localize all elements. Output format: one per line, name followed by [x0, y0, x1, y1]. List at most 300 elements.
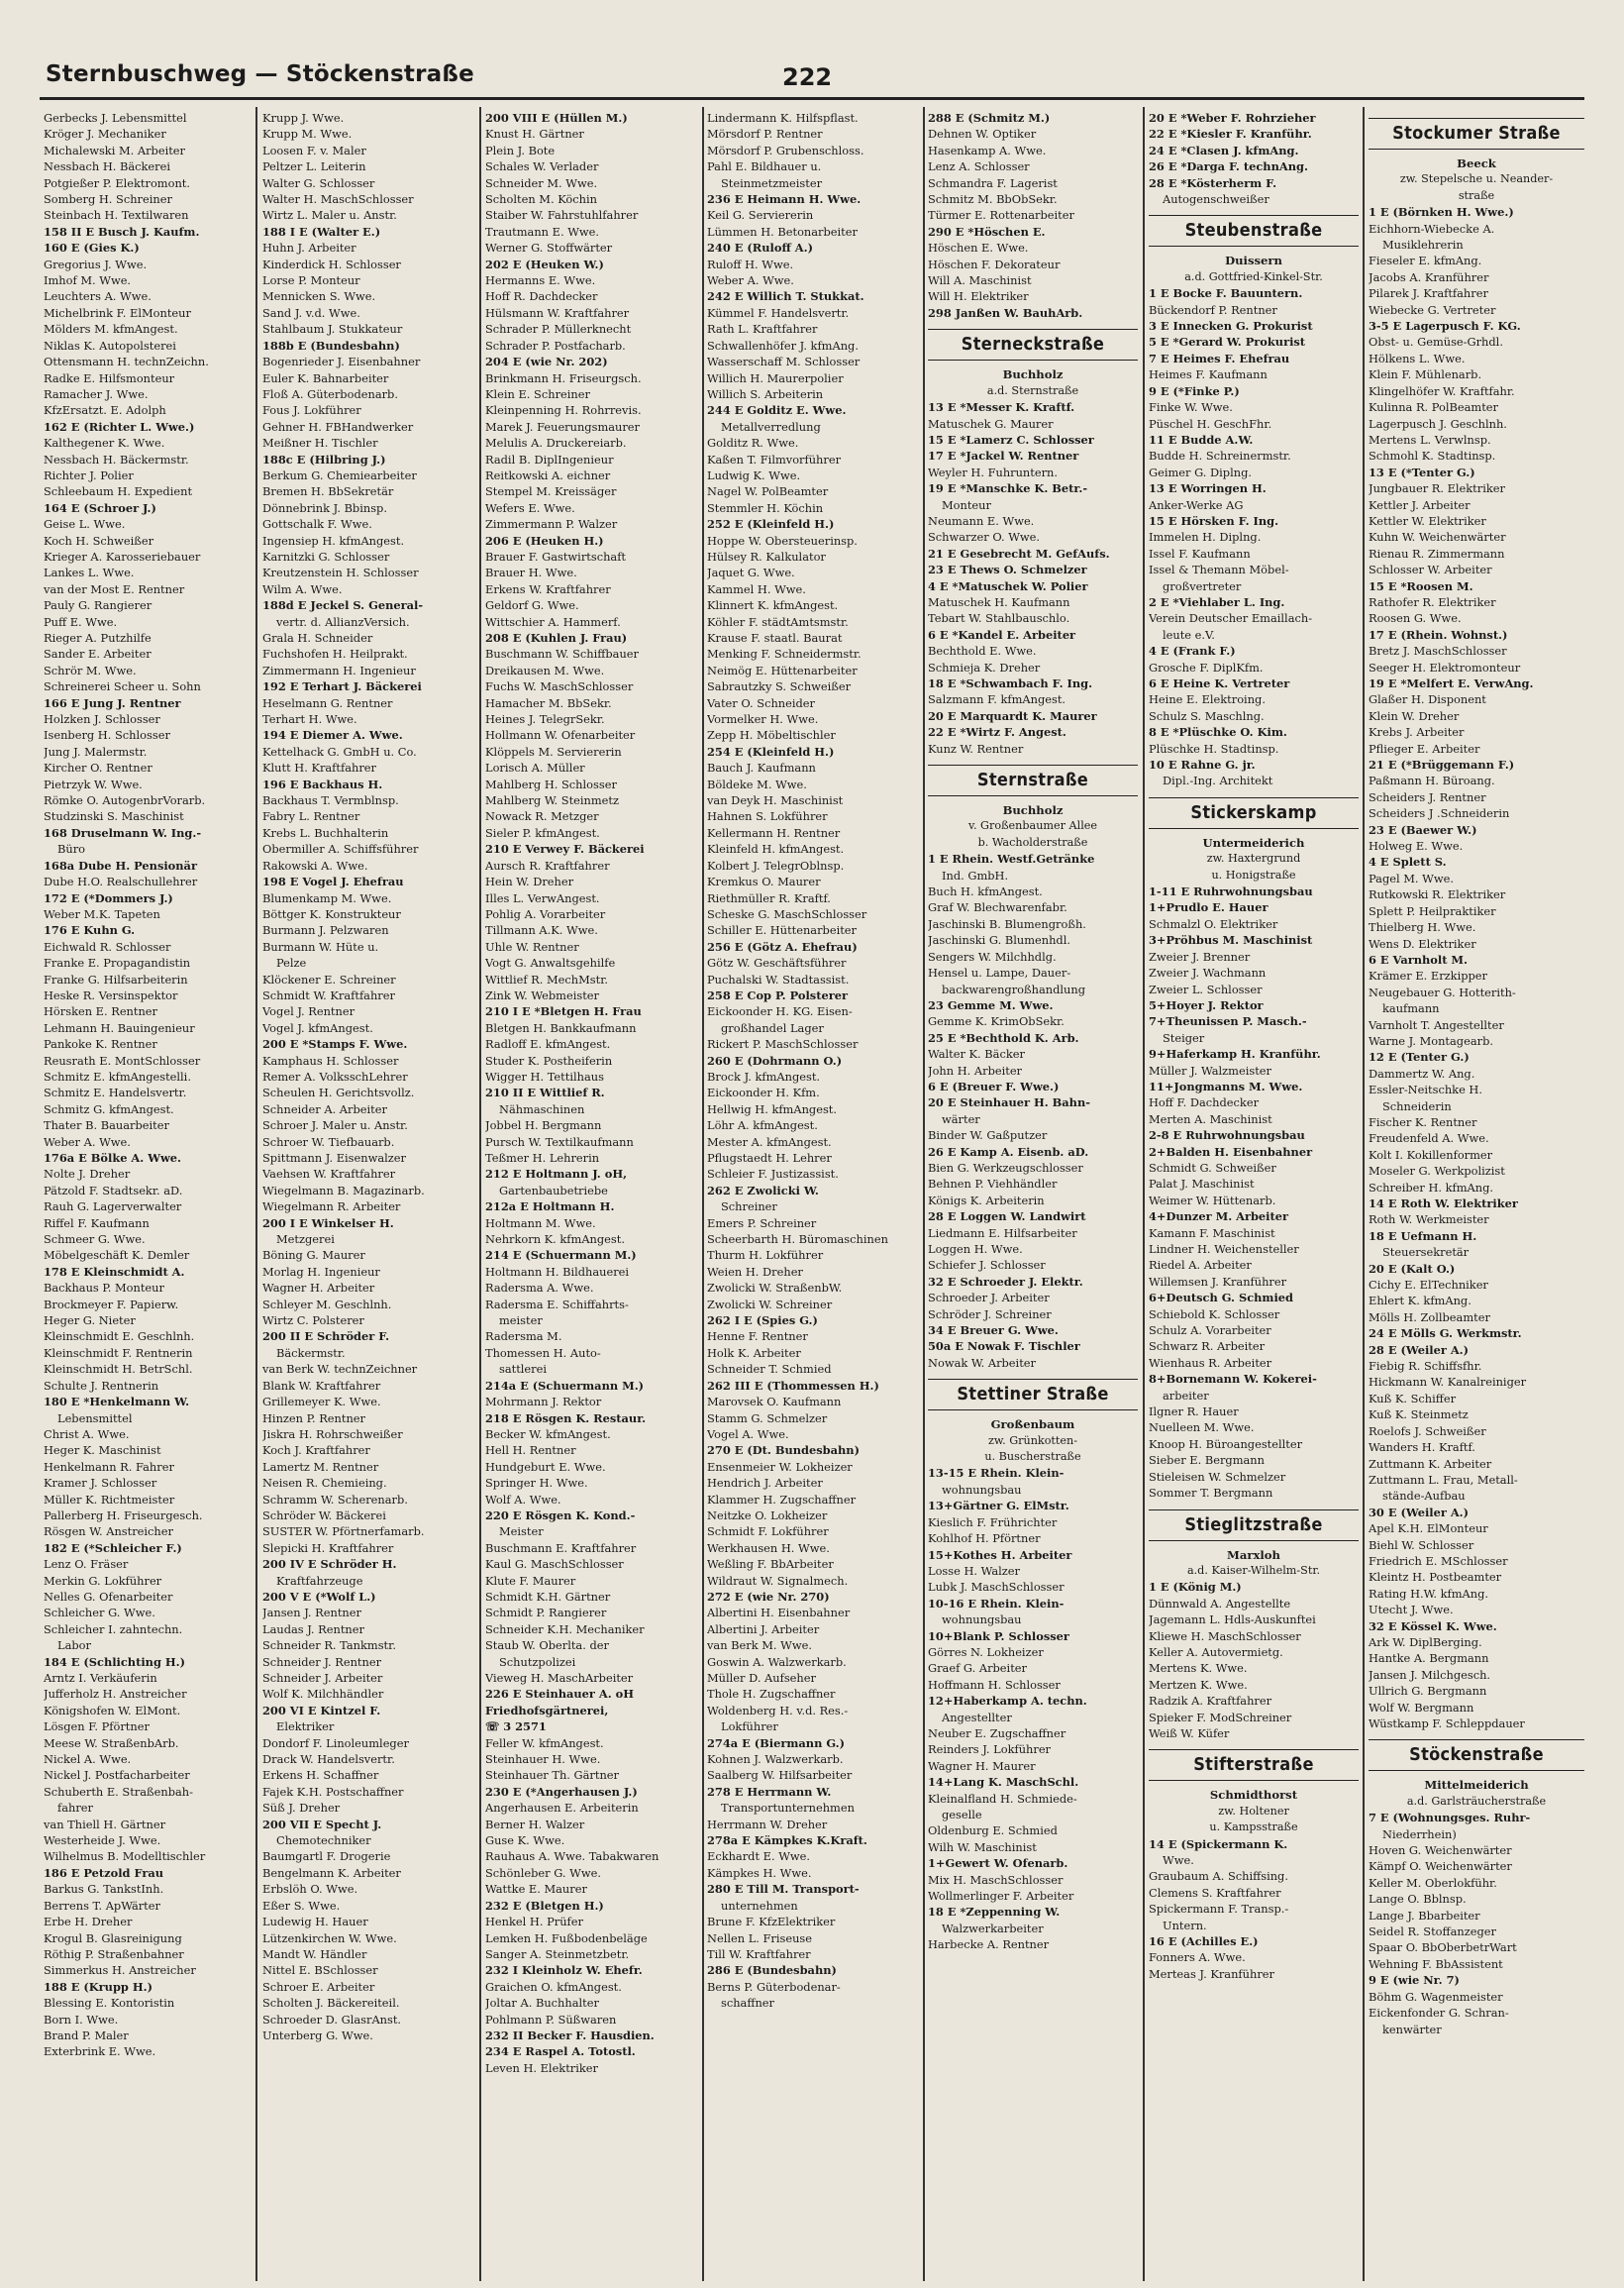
resident-entry: Potgießer P. Elektromont.: [44, 175, 190, 190]
resident-entry: Richter J. Polier: [44, 468, 134, 482]
house-entry: 22 E *Wirtz F. Angest.: [928, 725, 1066, 740]
resident-entry: Jacobs A. Kranführer: [1369, 269, 1489, 284]
resident-entry: Klöckener E. Schreiner: [262, 972, 396, 987]
house-entry: 9 E (*Finke P.): [1149, 383, 1240, 398]
resident-entry: Willemsen J. Kranführer: [1149, 1274, 1287, 1289]
resident-entry: kenwärter: [1382, 2022, 1442, 2036]
resident-entry: wärter: [942, 1111, 980, 1126]
resident-entry: Radzik A. Kraftfahrer: [1149, 1694, 1272, 1709]
resident-entry: Keller A. Autovermietg.: [1149, 1644, 1283, 1659]
resident-entry: Krebs J. Arbeiter: [1369, 725, 1465, 740]
resident-entry: Salzmann F. kfmAngest.: [928, 692, 1066, 707]
resident-entry: Hamacher M. BbSekr.: [485, 695, 612, 710]
resident-entry: Anker-Werke AG: [1149, 497, 1244, 512]
house-entry: 5 E *Gerard W. Prokurist: [1149, 335, 1306, 350]
resident-entry: Jiskra H. Rohrschweißer: [262, 1426, 403, 1441]
house-entry: 2+Balden H. Eisenbahner: [1149, 1144, 1313, 1159]
resident-entry: Glaßer H. Disponent: [1369, 692, 1486, 707]
resident-entry: Sieler P. kfmAngest.: [485, 825, 600, 840]
resident-entry: Blessing E. Kontoristin: [44, 1996, 175, 2011]
resident-entry: Uhle W. Rentner: [485, 939, 579, 954]
house-entry: 23 Gemme M. Wwe.: [928, 997, 1054, 1012]
house-entry: 214 E (Schuermann M.): [485, 1248, 637, 1263]
resident-entry: Weber M.K. Tapeten: [44, 906, 160, 921]
resident-entry: Brockmeyer F. Papierw.: [44, 1297, 179, 1311]
house-entry: 16 E (Achilles E.): [1149, 1934, 1259, 1949]
resident-entry: Kolbert J. TelegrOblnsp.: [707, 858, 845, 873]
resident-entry: Mennicken S. Wwe.: [262, 289, 376, 304]
resident-entry: Steinhauer Th. Gärtner: [485, 1768, 619, 1783]
resident-entry: Chemotechniker: [276, 1833, 371, 1848]
resident-entry: Radersma A. Wwe.: [485, 1281, 594, 1296]
resident-entry: Steiger: [1163, 1030, 1205, 1045]
resident-entry: Roosen G. Wwe.: [1369, 611, 1462, 626]
resident-entry: Weimer W. Hüttenarb.: [1149, 1193, 1276, 1207]
house-entry: 4 E Splett S.: [1369, 855, 1447, 870]
resident-entry: Graubaum A. Schiffsing.: [1149, 1869, 1288, 1884]
street-location: b. Wacholderstraße: [977, 835, 1088, 849]
resident-entry: Behnen P. Viehhändler: [928, 1177, 1058, 1192]
house-entry: 8+Bornemann W. Kokerei-: [1149, 1372, 1317, 1387]
resident-entry: Klein W. Dreher: [1369, 708, 1460, 723]
resident-entry: Vogel J. kfmAngest.: [262, 1020, 373, 1035]
resident-entry: Karnitzki G. Schlosser: [262, 549, 390, 564]
house-entry: 15+Kothes H. Arbeiter: [928, 1547, 1072, 1562]
resident-entry: Kellermann H. Rentner: [707, 825, 841, 840]
column-divider: [923, 107, 925, 2281]
resident-entry: Sengers W. Milchhdlg.: [928, 949, 1057, 964]
resident-entry: Grala H. Schneider: [262, 631, 373, 645]
resident-entry: Issel & Themann Möbel-: [1149, 563, 1289, 577]
resident-entry: Stamm G. Schmelzer: [707, 1410, 828, 1425]
house-entry: 22 E *Kiesler F. Kranführ.: [1149, 127, 1312, 142]
resident-entry: Lamertz M. Rentner: [262, 1459, 379, 1474]
resident-entry: Wilh W. Maschinist: [928, 1839, 1037, 1854]
resident-entry: Backhaus P. Monteur: [44, 1281, 164, 1296]
resident-entry: Schroer W. Tiefbauarb.: [262, 1134, 395, 1149]
resident-entry: Weiß W. Küfer: [1149, 1725, 1230, 1740]
resident-entry: Palat J. Maschinist: [1149, 1177, 1255, 1192]
resident-entry: Herrmann W. Dreher: [707, 1817, 828, 1831]
resident-entry: Eickoonder H. KG. Eisen-: [707, 1004, 853, 1019]
district-name: Buchholz: [1002, 803, 1064, 818]
resident-entry: Sand J. v.d. Wwe.: [262, 305, 360, 320]
resident-entry: Blank W. Kraftfahrer: [262, 1378, 381, 1393]
house-entry: 254 E (Kleinfeld H.): [707, 744, 835, 759]
resident-entry: Mölls H. Zollbeamter: [1369, 1309, 1490, 1324]
resident-entry: Vieweg H. MaschArbeiter: [485, 1671, 634, 1685]
resident-entry: Puff E. Wwe.: [44, 614, 118, 629]
house-entry: 200 VI E Kintzel F.: [262, 1703, 381, 1717]
resident-entry: Krupp J. Wwe.: [262, 111, 345, 125]
resident-entry: Holzken J. Schlosser: [44, 712, 160, 727]
resident-entry: Kohnen J. Walzwerkarb.: [707, 1752, 844, 1767]
resident-entry: Holtmann M. Wwe.: [485, 1215, 596, 1230]
resident-entry: Roth W. Werkmeister: [1369, 1212, 1489, 1227]
resident-entry: Emers P. Schreiner: [707, 1215, 817, 1230]
resident-entry: Schrader P. Postfacharb.: [485, 338, 626, 353]
resident-entry: Wanders H. Kraftf.: [1369, 1440, 1475, 1455]
resident-entry: Wirtz L. Maler u. Anstr.: [262, 208, 397, 223]
house-entry: 28 E Loggen W. Landwirt: [928, 1209, 1086, 1224]
resident-entry: wohnungsbau: [942, 1612, 1022, 1627]
resident-entry: Arntz I. Verkäuferin: [44, 1671, 157, 1685]
header-rule: [40, 97, 1584, 100]
resident-entry: Pohlig A. Vorarbeiter: [485, 906, 606, 921]
resident-entry: Kleinschmidt F. Rentnerin: [44, 1345, 193, 1360]
resident-entry: KfzErsatzt. E. Adolph: [44, 403, 166, 418]
resident-entry: Dammertz W. Ang.: [1369, 1066, 1475, 1081]
house-entry: 212a E Holtmann H.: [485, 1199, 615, 1214]
resident-entry: Heger K. Maschinist: [44, 1443, 161, 1458]
resident-entry: kaufmann: [1382, 1001, 1440, 1016]
resident-entry: Köhler F. städtAmtsmstr.: [707, 614, 849, 629]
house-entry: 10-16 E Rhein. Klein-: [928, 1596, 1065, 1611]
resident-entry: SUSTER W. Pförtnerfamarb.: [262, 1524, 425, 1539]
resident-entry: Wagner H. Maurer: [928, 1758, 1036, 1773]
house-entry: 13 E Worringen H.: [1149, 481, 1267, 496]
resident-entry: Kaßen T. Filmvorführer: [707, 452, 842, 467]
resident-entry: Henkel H. Prüfer: [485, 1915, 583, 1929]
house-entry: 244 E Golditz E. Wwe.: [707, 403, 847, 418]
resident-entry: Löhr A. kfmAngest.: [707, 1118, 818, 1133]
resident-entry: Müller J. Walzmeister: [1149, 1063, 1271, 1078]
resident-entry: Staub W. Oberlta. der: [485, 1638, 609, 1653]
resident-entry: Bäckermstr.: [276, 1345, 346, 1360]
resident-entry: Meese W. StraßenbArb.: [44, 1735, 179, 1750]
house-entry: 234 E Raspel A. Totostl.: [485, 2044, 636, 2059]
house-entry: 12+Haberkamp A. techn.: [928, 1694, 1087, 1709]
street-heading: Sternstraße: [928, 765, 1138, 796]
resident-entry: Mahlberg H. Schlosser: [485, 777, 617, 791]
house-entry: 20 E Steinhauer H. Bahn-: [928, 1095, 1090, 1110]
resident-entry: Knust H. Gärtner: [485, 127, 584, 142]
resident-entry: Müller D. Aufseher: [707, 1671, 816, 1685]
house-entry: 19 E *Melfert E. VerwAng.: [1369, 676, 1534, 690]
resident-entry: Holtmann H. Bildhauerei: [485, 1264, 630, 1279]
district-name: Schmidthorst: [1209, 1788, 1298, 1803]
resident-entry: Stahlbaum J. Stukkateur: [262, 322, 403, 337]
house-entry: 1+Prudlo E. Hauer: [1149, 900, 1269, 915]
resident-entry: Grillemeyer K. Wwe.: [262, 1395, 381, 1409]
resident-entry: Röthig P. Straßenbahner: [44, 1946, 184, 1961]
house-entry: 214a E (Schuermann M.): [485, 1378, 645, 1393]
resident-entry: Illes L. VerwAngest.: [485, 890, 600, 905]
house-entry: 256 E (Götz A. Ehefrau): [707, 939, 858, 954]
resident-entry: Süß J. Dreher: [262, 1801, 341, 1816]
resident-entry: Wiegelmann B. Magazinarb.: [262, 1183, 425, 1197]
resident-entry: van Berk M. Wwe.: [707, 1638, 812, 1653]
resident-entry: Matuschek H. Kaufmann: [928, 594, 1070, 609]
resident-entry: Willich H. Maurerpolier: [707, 370, 844, 385]
resident-entry: Slepicki H. Kraftfahrer: [262, 1540, 394, 1555]
resident-entry: Nowack R. Metzger: [485, 809, 599, 824]
house-entry: 1 E (Börnken H. Wwe.): [1369, 205, 1514, 220]
resident-entry: Feller W. kfmAngest.: [485, 1735, 604, 1750]
house-entry: 20 E (Kalt O.): [1369, 1261, 1456, 1276]
resident-entry: Sieber E. Bergmann: [1149, 1453, 1265, 1468]
resident-entry: Steinmetzmeister: [721, 175, 823, 190]
resident-entry: Krämer E. Erzkipper: [1369, 969, 1487, 984]
resident-entry: großhandel Lager: [721, 1020, 824, 1035]
resident-entry: Lehmann H. Bauingenieur: [44, 1020, 195, 1035]
resident-entry: Schleier F. Justizassist.: [707, 1167, 839, 1182]
resident-entry: Schwarzer O. Wwe.: [928, 530, 1041, 545]
resident-entry: Rauh G. Lagerverwalter: [44, 1199, 182, 1214]
house-entry: 200 VIII E (Hüllen M.): [485, 111, 628, 125]
resident-entry: Obermiller A. Schiffsführer: [262, 842, 419, 857]
resident-entry: Königs K. Arbeiterin: [928, 1193, 1045, 1207]
resident-entry: Schneider J. Rentner: [262, 1654, 382, 1669]
resident-entry: Pursch W. Textilkaufmann: [485, 1134, 634, 1149]
house-entry: 2 E *Viehlaber L. Ing.: [1149, 594, 1285, 609]
resident-entry: Steuersekretär: [1382, 1245, 1470, 1260]
resident-entry: Meißner H. Tischler: [262, 436, 378, 451]
resident-entry: Römke O. AutogenbrVorarb.: [44, 793, 206, 808]
resident-entry: Lenz O. Fräser: [44, 1557, 129, 1572]
resident-entry: Hein W. Dreher: [485, 875, 574, 889]
resident-entry: Puchalski W. Stadtassist.: [707, 972, 850, 987]
resident-entry: Drack W. Handelsvertr.: [262, 1752, 395, 1767]
resident-entry: Lange O. Bblnsp.: [1369, 1892, 1467, 1907]
street-location: a.d. Kaiser-Wilhelm-Str.: [1186, 1563, 1321, 1577]
resident-entry: Burmann J. Pelzwaren: [262, 923, 389, 938]
resident-entry: Merten A. Maschinist: [1149, 1111, 1272, 1126]
resident-entry: Pätzold F. Stadtsekr. aD.: [44, 1183, 183, 1197]
house-entry: 13-15 E Rhein. Klein-: [928, 1466, 1065, 1481]
resident-entry: Kreutzenstein H. Schlosser: [262, 566, 419, 580]
resident-entry: Wigger H. Tettilhaus: [485, 1069, 604, 1084]
resident-entry: Neimög E. Hüttenarbeiter: [707, 663, 858, 677]
resident-entry: Kramer J. Schlosser: [44, 1476, 157, 1491]
resident-entry: Lösgen F. Pförtner: [44, 1719, 150, 1734]
resident-entry: Pflugstaedt H. Lehrer: [707, 1151, 832, 1165]
resident-entry: Labor: [57, 1638, 91, 1653]
house-entry: 160 E (Gies K.): [44, 241, 140, 256]
house-entry: 3-5 E Lagerpusch F. KG.: [1369, 319, 1521, 334]
column-divider: [1143, 107, 1145, 2281]
resident-entry: Zepp H. Möbeltischler: [707, 728, 836, 743]
resident-entry: Schwarz R. Arbeiter: [1149, 1339, 1266, 1354]
street-heading: Stifterstraße: [1149, 1749, 1359, 1781]
resident-entry: Gerbecks J. Lebensmittel: [44, 111, 187, 125]
resident-entry: Kremkus O. Maurer: [707, 875, 821, 889]
resident-entry: Krupp M. Wwe.: [262, 127, 353, 142]
column-divider: [1363, 107, 1365, 2281]
resident-entry: Wolf W. Bergmann: [1369, 1700, 1474, 1715]
house-entry: 15 E Hörsken F. Ing.: [1149, 513, 1279, 528]
resident-entry: Schleicher I. zahntechn.: [44, 1621, 183, 1636]
resident-entry: Heger G. Nieter: [44, 1313, 136, 1328]
resident-entry: Gehner H. FBHandwerker: [262, 419, 414, 434]
resident-entry: Freudenfeld A. Wwe.: [1369, 1131, 1489, 1146]
house-entry: 10+Blank P. Schlosser: [928, 1628, 1069, 1643]
resident-entry: Woldenberg H. v.d. Res.-: [707, 1703, 849, 1717]
resident-entry: Vaehsen W. Kraftfahrer: [262, 1167, 396, 1182]
resident-entry: Nagel W. PolBeamter: [707, 484, 829, 499]
resident-entry: Angerhausen E. Arbeiterin: [485, 1801, 639, 1816]
resident-entry: Bretz J. MaschSchlosser: [1369, 644, 1507, 659]
resident-entry: Tillmann A.K. Wwe.: [485, 923, 598, 938]
resident-entry: Königshofen W. ElMont.: [44, 1703, 181, 1717]
resident-entry: Stempel M. Kreissäger: [485, 484, 617, 499]
house-entry: 11 E Budde A.W.: [1149, 432, 1254, 447]
resident-entry: Werner G. Stoffwärter: [485, 241, 613, 256]
house-entry: 172 E (*Dommers J.): [44, 890, 173, 905]
street-location: zw. Stepelsche u. Neander-: [1399, 172, 1554, 186]
resident-entry: Elektriker: [276, 1719, 335, 1734]
house-entry: 232 II Becker F. Hausdien.: [485, 2028, 655, 2042]
resident-entry: Scheske G. MaschSchlosser: [707, 906, 867, 921]
house-entry: 200 I E Winkelser H.: [262, 1215, 394, 1230]
resident-entry: Michelbrink F. ElMonteur: [44, 305, 191, 320]
resident-entry: Wagner H. Arbeiter: [262, 1281, 375, 1296]
house-entry: 7 E (Wohnungsges. Ruhr-: [1369, 1811, 1531, 1825]
resident-entry: Sanger A. Steinmetzbetr.: [485, 1946, 630, 1961]
resident-entry: Vogel J. Rentner: [262, 1004, 355, 1019]
resident-entry: Oldenburg E. Schmied: [928, 1823, 1058, 1838]
resident-entry: Sander E. Arbeiter: [44, 647, 152, 662]
resident-entry: Spickermann F. Transp.-: [1149, 1902, 1289, 1917]
resident-entry: Menking F. Schneidermstr.: [707, 647, 862, 662]
resident-entry: Pohlmann P. Süßwaren: [485, 2012, 617, 2027]
resident-entry: Schmidt P. Rangierer: [485, 1606, 607, 1620]
resident-entry: Liedmann E. Hilfsarbeiter: [928, 1225, 1077, 1240]
resident-entry: Koch H. Schweißer: [44, 533, 154, 548]
house-entry: 200 II E Schröder F.: [262, 1329, 390, 1344]
resident-entry: Hölkens L. Wwe.: [1369, 351, 1466, 365]
resident-entry: Wirtz C. Polsterer: [262, 1313, 364, 1328]
street-heading: Stöckenstraße: [1369, 1739, 1584, 1771]
resident-entry: Wattke E. Maurer: [485, 1882, 587, 1897]
house-entry: 3 E Innecken G. Prokurist: [1149, 319, 1313, 334]
resident-entry: Autogenschweißer: [1163, 192, 1269, 207]
resident-entry: Weber A. Wwe.: [44, 1134, 131, 1149]
resident-entry: Mertens L. Verwlnsp.: [1369, 432, 1491, 447]
resident-entry: Rakowski A. Wwe.: [262, 858, 368, 873]
resident-entry: Vater O. Schneider: [707, 695, 815, 710]
resident-entry: Angestellter: [942, 1710, 1012, 1724]
resident-entry: Büro: [57, 842, 86, 857]
resident-entry: Schönleber G. Wwe.: [485, 1865, 601, 1880]
house-entry: 15 E *Roosen M.: [1369, 578, 1473, 593]
resident-entry: Brock J. kfmAngest.: [707, 1069, 821, 1084]
house-entry: 20 E Marquardt K. Maurer: [928, 708, 1097, 723]
resident-entry: Weyler H. Fuhruntern.: [928, 465, 1058, 479]
house-entry: 196 E Backhaus H.: [262, 777, 383, 791]
resident-entry: Klammer H. Zugschaffner: [707, 1492, 857, 1507]
resident-entry: Schroer J. Maler u. Anstr.: [262, 1118, 408, 1133]
resident-entry: Böhm G. Wagenmeister: [1369, 1989, 1503, 2004]
resident-entry: Erbe H. Dreher: [44, 1915, 133, 1929]
house-entry: 208 E (Kuhlen J. Frau): [485, 631, 628, 645]
resident-entry: Brauer H. Wwe.: [485, 566, 577, 580]
resident-entry: Obst- u. Gemüse-Grhdl.: [1369, 335, 1503, 350]
resident-entry: Wasserschaff M. Schlosser: [707, 355, 861, 369]
resident-entry: Lankes L. Wwe.: [44, 566, 135, 580]
resident-entry: Erkens H. Schaffner: [262, 1768, 379, 1783]
street-location: straße: [1458, 188, 1495, 202]
resident-entry: Wittlief R. MechMstr.: [485, 972, 609, 987]
resident-entry: Mörsdorf P. Rentner: [707, 127, 823, 142]
resident-entry: Wildraut W. Signalmech.: [707, 1573, 849, 1588]
house-entry: 188c E (Hilbring J.): [262, 452, 386, 467]
resident-entry: Erkens W. Kraftfahrer: [485, 581, 611, 596]
column-7: [1369, 110, 1584, 2037]
resident-entry: Golditz R. Wwe.: [707, 436, 799, 451]
resident-entry: Schutzpolizei: [499, 1654, 576, 1669]
resident-entry: Walter G. Schlosser: [262, 175, 375, 190]
resident-entry: Hinzen P. Rentner: [262, 1410, 365, 1425]
resident-entry: Utecht J. Wwe.: [1369, 1603, 1454, 1617]
resident-entry: Kettler W. Elektriker: [1369, 513, 1486, 528]
house-entry: 32 E Schroeder J. Elektr.: [928, 1274, 1083, 1289]
resident-entry: Kammel H. Wwe.: [707, 581, 806, 596]
resident-entry: Fajek K.H. Postschaffner: [262, 1784, 404, 1799]
resident-entry: Zweier J. Brenner: [1149, 949, 1251, 964]
resident-entry: Steinbach H. Textilwaren: [44, 208, 189, 223]
resident-entry: Born I. Wwe.: [44, 2012, 119, 2027]
resident-entry: Buschmann E. Kraftfahrer: [485, 1540, 637, 1555]
resident-entry: Riffel F. Kaufmann: [44, 1215, 150, 1230]
resident-entry: Ehlert K. kfmAng.: [1369, 1294, 1472, 1308]
resident-entry: Lorse P. Monteur: [262, 273, 360, 288]
resident-entry: Böttger K. Konstrukteur: [262, 906, 401, 921]
house-entry: 50a E Nowak F. Tischler: [928, 1339, 1080, 1354]
resident-entry: Fuchs W. MaschSchlosser: [485, 679, 634, 694]
column-divider: [255, 107, 257, 2281]
resident-entry: Schmitz E. kfmAngestelli.: [44, 1069, 191, 1084]
resident-entry: Berner H. Walzer: [485, 1817, 585, 1831]
resident-entry: Dreikausen M. Wwe.: [485, 663, 605, 677]
resident-entry: Hermanns E. Wwe.: [485, 273, 596, 288]
resident-entry: Brune F. KfzElektriker: [707, 1915, 836, 1929]
district-name: Untermeiderich: [1202, 835, 1305, 850]
resident-entry: Floß A. Güterbodenarb.: [262, 386, 398, 401]
resident-entry: Rauhaus A. Wwe. Tabakwaren: [485, 1849, 660, 1864]
resident-entry: Kleinpenning H. Rohrrevis.: [485, 403, 642, 418]
resident-entry: Biehl W. Schlosser: [1369, 1537, 1474, 1552]
resident-entry: Kleinschmidt E. Geschlnh.: [44, 1329, 195, 1344]
resident-entry: Koch J. Kraftfahrer: [262, 1443, 370, 1458]
district-name: Duissern: [1225, 254, 1282, 268]
resident-entry: Kuß K. Schiffer: [1369, 1391, 1457, 1405]
resident-entry: Springer H. Wwe.: [485, 1476, 588, 1491]
house-entry: 14 E (Spickermann K.: [1149, 1836, 1288, 1851]
resident-entry: Thielberg H. Wwe.: [1369, 920, 1476, 935]
house-entry: 6 E (Breuer F. Wwe.): [928, 1079, 1060, 1093]
resident-entry: Klingelhöfer W. Kraftfahr.: [1369, 383, 1515, 398]
resident-entry: Rieger A. Putzhilfe: [44, 631, 152, 645]
resident-entry: Lindermann K. Hilfspflast.: [707, 111, 859, 125]
resident-entry: Zimmermann H. Ingenieur: [262, 663, 416, 677]
resident-entry: Lebensmittel: [57, 1410, 133, 1425]
resident-entry: Kraftfahrzeuge: [276, 1573, 363, 1588]
resident-entry: Dünnwald A. Angestellte: [1149, 1596, 1291, 1611]
resident-entry: Matuschek G. Maurer: [928, 416, 1054, 431]
resident-entry: Höschen F. Dekorateur: [928, 257, 1061, 271]
resident-entry: Niklas K. Autopolsterei: [44, 338, 176, 353]
resident-entry: Franke E. Propagandistin: [44, 956, 191, 971]
resident-entry: Wolf K. Milchhändler: [262, 1687, 384, 1702]
resident-entry: Seeger H. Elektromonteur: [1369, 660, 1521, 675]
resident-entry: Hörsken E. Rentner: [44, 1004, 157, 1019]
house-entry: 18 E *Schwambach F. Ing.: [928, 676, 1093, 690]
resident-entry: Hülsmann W. Kraftfahrer: [485, 305, 630, 320]
resident-entry: Keil G. Serviererin: [707, 208, 814, 223]
resident-entry: Riedel A. Arbeiter: [1149, 1258, 1252, 1273]
resident-entry: Eichhorn-Wiebecke A.: [1369, 221, 1495, 236]
